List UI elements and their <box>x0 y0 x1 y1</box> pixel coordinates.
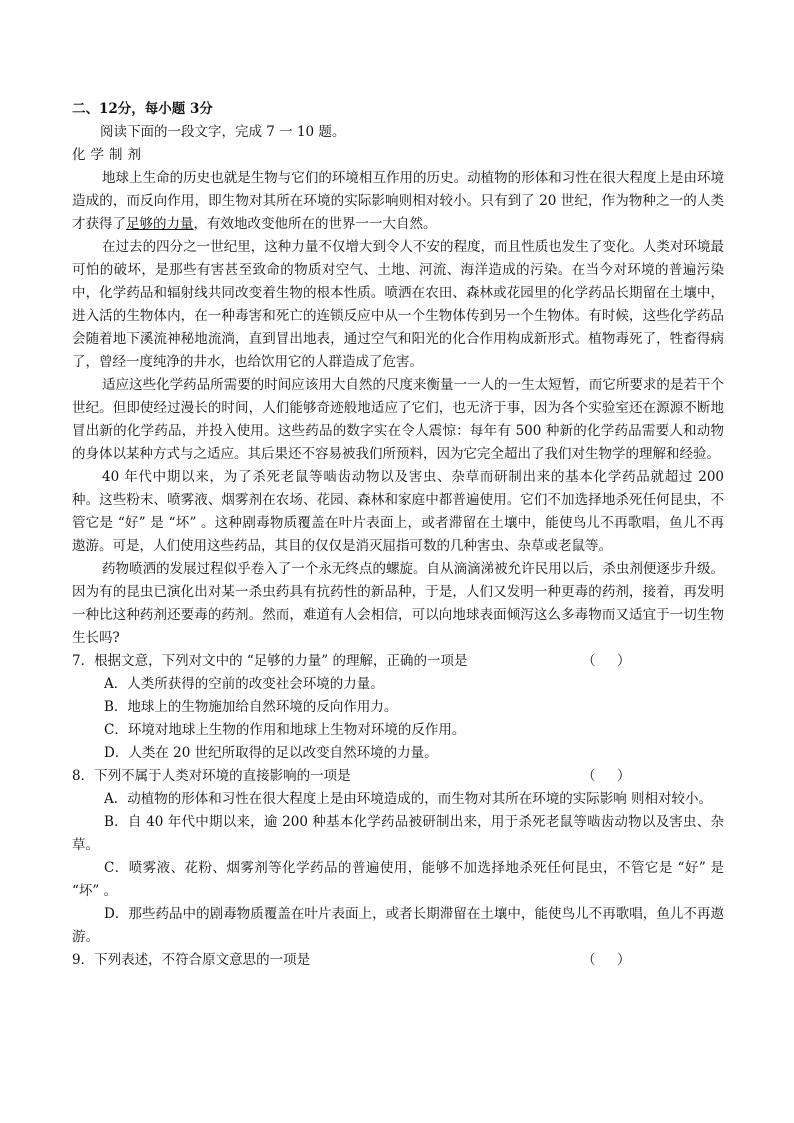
option-8b: B．自 40 年代中期以来，逾 200 种基本化学药品被研制出来，用于杀死老鼠等啮齿动物以及害虫、杂草。 <box>72 814 724 853</box>
question-stem: 8．下列不属于人类对环境的直接影响的一项是 <box>72 768 351 784</box>
option-7a: A．人类所获得的空前的改变社会环境的力量。 <box>104 676 384 692</box>
paragraph-2: 在过去的四分之一世纪里，这种力量不仅增大到令人不安的程度，而且性质也发生了变化。人类对环境最可怕的破坏，是那些有害甚至致命的物质对空气、土地、河流、海洋造成的污染。在当今对环境的普遍污染中，化学药品和辐射线共同改变着生物的根本性质。喷洒在农田、森林或花园里的化学药品长期留在土壤中，进入活的生物体内，在一种毒害和死亡的连锁反应中从一个生物体传到另一个生物体。有时候，这些化学药品会随着地下溪流神秘地流淌，直到冒出地表，通过空气和阳光的化合作用构成新形式。植物毒死了，牲畜得病了，曾经一度纯净的井水，也给饮用它的人群造成了危害。 <box>72 239 724 370</box>
paragraph-5: 药物喷洒的发展过程似乎卷入了一个永无终点的螺旋。自从滴滴涕被允许民用以后，杀虫剂便逐步升级。因为有的昆虫已演化出对某一杀虫药具有抗药性的新品种，于是，人们又发明一种更毒的药剂，接着，再发明一种比这种药剂还要毒的药剂。然而，难道有人会相信，可以向地球表面倾泻这么多毒物而又适宜于一切生物生长吗? <box>72 561 724 646</box>
answer-blank: （ ） <box>582 653 631 669</box>
section-title: 二、12分，每小题 3分 <box>72 101 213 117</box>
exam-page <box>72 98 724 972</box>
answer-blank: （ ） <box>582 952 631 968</box>
section-intro: 阅读下面的一段文字，完成 7 一 10 题。 <box>100 124 346 140</box>
paragraph-3: 适应这些化学药品所需要的时间应该用大自然的尺度来衡量一一人的一生太短暂，而它所要求的是若干个世纪。但即使经过漫长的时间，人们能够奇迹般地适应了它们，也无济于事，因为各个实验室还在源源不断地冒出新的化学药品，并投入使用。这些药品的数字实在令人震惊：每年有 500 种新的化学药品需要人和动物的身体以某种方式与之适应。其后果还不容易被我们所预料，因为它完全超出了我们对生物学的理解和经验。 <box>72 377 724 462</box>
article-title: 化学制剂 <box>72 147 146 163</box>
paragraph-4: 40 年代中期以来，为了杀死老鼠等啮齿动物以及害虫、杂草而研制出来的基本化学药品就超过 200 种。这些粉末、喷雾液、烟雾剂在农场、花园、森林和家庭中都普遍使用。它们不加选择地杀死任何昆虫，不管它是 “好” 是 “坏” 。这种剧毒物质覆盖在叶片表面上，或者滞留在土壤中，能使鸟儿不再歌唱，鱼儿不再遨游。可是，人们使用这些药品，其目的仅仅是消灭屈指可数的几种害虫、杂草或老鼠等。 <box>72 469 724 554</box>
option-8d: D．那些药品中的剧毒物质覆盖在叶片表面上，或者长期滞留在土壤中，能使鸟儿不再歌唱，鱼儿不再遨游。 <box>72 906 724 945</box>
underlined-phrase: 足够的力量 <box>126 216 194 232</box>
answer-blank: （ ） <box>582 768 631 784</box>
question-7 <box>72 650 724 673</box>
option-7c: C．环境对地球上生物的作用和地球上生物对环境的反作用。 <box>104 722 466 738</box>
question-9 <box>72 949 724 972</box>
option-8c: C．喷雾液、花粉、烟雾剂等化学药品的普遍使用，能够不加选择地杀死任何昆虫，不管它是 “好” 是 “坏” 。 <box>72 860 724 899</box>
question-8 <box>72 765 724 788</box>
option-7b: B．地球上的生物施加给自然环境的反向作用力。 <box>104 699 398 715</box>
paragraph-1: 地球上生命的历史也就是生物与它们的环境相互作用的历史。动植物的形体和习性在很大程度上是由环境造成的，而反向作用，即生物对其所在环境的实际影响则相对较小。只有到了 20 世纪，作为物种之一的人类才获得了足够的力量，有效地改变他所在的世界一一大自然。 <box>72 170 724 232</box>
question-stem: 9．下列表述，不符合原文意思的一项是 <box>72 952 311 968</box>
question-stem: 7．根据文意，下列对文中的 “足够的力量” 的理解，正确的一项是 <box>72 653 468 669</box>
option-7d: D．人类在 20 世纪所取得的足以改变自然环境的力量。 <box>104 745 438 761</box>
option-8a: A．动植物的形体和习性在很大程度上是由环境造成的，而生物对其所在环境的实际影响 则相对较小。 <box>104 791 713 807</box>
